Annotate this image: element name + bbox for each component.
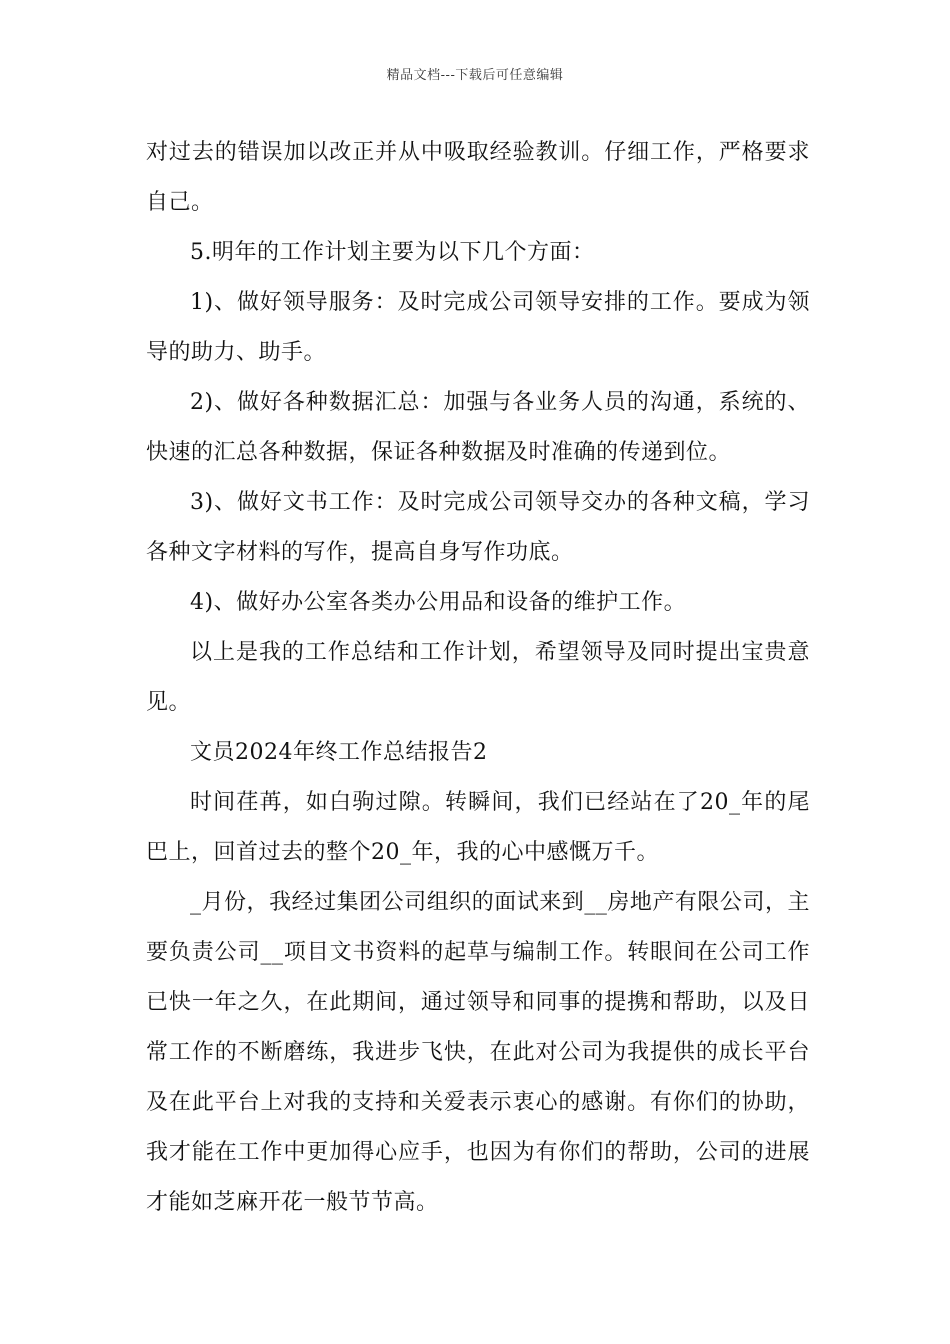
paragraph-7: 以上是我的工作总结和工作计划，希望领导及同时提出宝贵意见。 bbox=[146, 640, 810, 715]
paragraph-2: 5.明年的工作计划主要为以下几个方面： bbox=[190, 240, 595, 265]
paragraph-4: 2)、做好各种数据汇总：加强与各业务人员的沟通，系统的、快速的汇总各种数据，保证各种数据及时准确的传递到位。 bbox=[146, 390, 810, 465]
paragraph-1: 对过去的错误加以改正并从中吸取经验教训。仔细工作，严格要求自己。 bbox=[146, 140, 810, 215]
paragraph-9: _月份，我经过集团公司组织的面试来到__房地产有限公司，主要负责公司__项目文书资料的起草与编制工作。转眼间在公司工作已快一年之久，在此期间，通过领导和同事的提携和帮助，以及日常工作的不断磨练，我进步飞快，在此对公司为我提供的成长平台及在此平台上对我的支持和关爱表示衷心的感谢。有你们的协助，我才能在工作中更加得心应手，也因为有你们的帮助，公司的进展才能如芝麻开花一般节节高。 bbox=[146, 890, 810, 1215]
page-header: 精品文档---下载后可任意编辑 bbox=[386, 68, 564, 83]
paragraph-6: 4)、做好办公室各类办公用品和设备的维护工作。 bbox=[190, 590, 687, 615]
section-heading: 文员2024年终工作总结报告2 bbox=[190, 740, 488, 765]
paragraph-5: 3)、做好文书工作：及时完成公司领导交办的各种文稿，学习各种文字材料的写作，提高自身写作功底。 bbox=[146, 490, 810, 565]
paragraph-3: 1)、做好领导服务：及时完成公司领导安排的工作。要成为领导的助力、助手。 bbox=[146, 290, 810, 365]
document-body bbox=[146, 128, 810, 1228]
paragraph-8: 时间荏苒，如白驹过隙。转瞬间，我们已经站在了20_年的尾巴上，回首过去的整个20_年，我的心中感慨万千。 bbox=[146, 790, 810, 865]
